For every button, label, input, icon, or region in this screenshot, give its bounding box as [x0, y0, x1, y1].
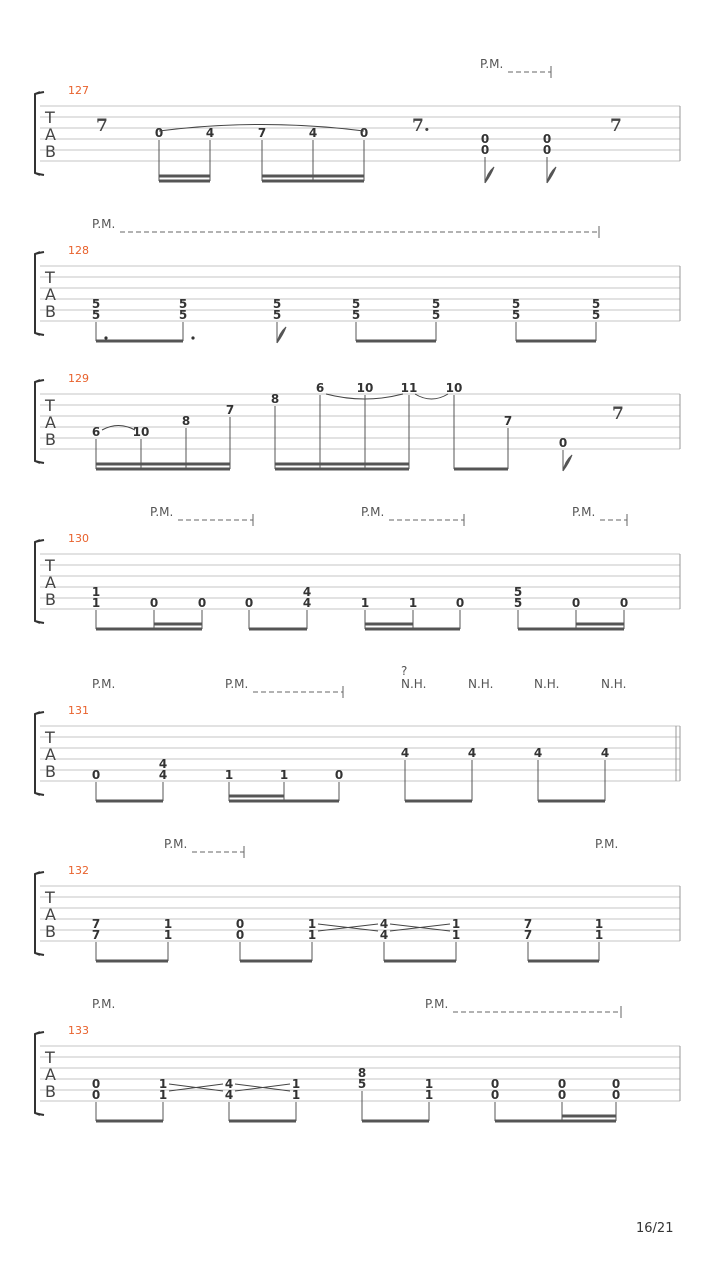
fret-number: 0	[235, 917, 245, 931]
slur	[102, 426, 135, 431]
fret-number: 1	[291, 1077, 301, 1091]
fret-number: 1	[224, 768, 234, 782]
fret-number: 5	[513, 596, 523, 610]
fret-number: 8	[270, 392, 280, 406]
system-bracket	[35, 380, 44, 463]
tab-letter-t: T	[45, 268, 55, 287]
rest-symbol: 7	[96, 116, 108, 136]
system-133	[35, 997, 680, 1121]
fret-number: 4	[533, 746, 543, 760]
tab-letter-b: B	[45, 142, 56, 161]
system-bracket	[35, 712, 44, 795]
fret-number: 1	[91, 585, 101, 599]
fret-number: 5	[272, 297, 282, 311]
fret-number: 7	[523, 917, 533, 931]
fret-number: 4	[158, 768, 168, 782]
rest-symbol: 7.	[412, 116, 430, 136]
palm-mute-label: P.M.	[225, 677, 249, 691]
fret-number: 5	[431, 308, 441, 322]
fret-number: 0	[91, 1088, 101, 1102]
fret-number: 1	[451, 928, 461, 942]
fret-number: 1	[594, 928, 604, 942]
tab-letter-a: A	[45, 125, 56, 144]
fret-number: 5	[357, 1077, 367, 1091]
fret-number: 0	[557, 1088, 567, 1102]
tab-letter-b: B	[45, 762, 56, 781]
fret-number: 5	[91, 308, 101, 322]
fret-number: 7	[257, 126, 267, 140]
system-131	[35, 664, 680, 801]
fret-number: 5	[511, 308, 521, 322]
palm-mute-label: P.M.	[425, 997, 449, 1011]
fret-number: 1	[163, 928, 173, 942]
system-bracket	[35, 540, 44, 623]
tab-letter-t: T	[45, 1048, 55, 1067]
fret-number: 1	[307, 928, 317, 942]
bar-number: 129	[68, 372, 89, 385]
system-132	[35, 837, 680, 961]
palm-mute-label: P.M.	[150, 505, 174, 519]
fret-number: 0	[455, 596, 465, 610]
fret-number: 7	[523, 928, 533, 942]
fret-number: 4	[224, 1077, 234, 1091]
fret-number: 0	[91, 1077, 101, 1091]
fret-number: 5	[351, 308, 361, 322]
fret-number: 0	[611, 1077, 621, 1091]
fret-number: 0	[542, 132, 552, 146]
fret-number: 6	[315, 381, 325, 395]
slur	[415, 394, 448, 399]
fret-number: 7	[91, 917, 101, 931]
fret-number: 0	[359, 126, 369, 140]
fret-number: 0	[490, 1088, 500, 1102]
fret-number: 7	[503, 414, 513, 428]
fret-number: 6	[91, 425, 101, 439]
fret-number: 5	[591, 297, 601, 311]
fret-number: 0	[244, 596, 254, 610]
fret-number: 4	[600, 746, 610, 760]
tab-letter-a: A	[45, 573, 56, 592]
fret-number: 4	[302, 596, 312, 610]
fret-number: 5	[431, 297, 441, 311]
fret-number: 1	[451, 917, 461, 931]
tab-letter-b: B	[45, 430, 56, 449]
tab-letter-a: A	[45, 285, 56, 304]
palm-mute-label: P.M.	[92, 217, 116, 231]
palm-mute-label: P.M.	[92, 677, 116, 691]
fret-number: 0	[91, 768, 101, 782]
fret-number: 5	[513, 585, 523, 599]
bar-number: 128	[68, 244, 89, 257]
fret-number: 0	[619, 596, 629, 610]
fret-number: 5	[178, 308, 188, 322]
fret-number: 5	[591, 308, 601, 322]
fret-number: 0	[542, 143, 552, 157]
fret-number: 4	[400, 746, 410, 760]
tab-letter-b: B	[45, 922, 56, 941]
fret-number: 5	[178, 297, 188, 311]
note-flag	[563, 455, 572, 471]
note-flag	[277, 327, 286, 343]
palm-mute-label: P.M.	[572, 505, 596, 519]
bar-number: 132	[68, 864, 89, 877]
tab-letter-t: T	[45, 556, 55, 575]
rest-symbol: 7	[612, 404, 624, 424]
fret-number: 4	[302, 585, 312, 599]
fret-number: 0	[197, 596, 207, 610]
fret-number: 1	[163, 917, 173, 931]
fret-number: 0	[334, 768, 344, 782]
rest-symbol: 7	[610, 116, 622, 136]
system-bracket	[35, 1032, 44, 1115]
fret-number: 0	[571, 596, 581, 610]
palm-mute-label: P.M.	[164, 837, 188, 851]
fret-number: 0	[154, 126, 164, 140]
fret-number: 10	[356, 381, 374, 395]
fret-number: 11	[400, 381, 418, 395]
fret-number: 10	[445, 381, 463, 395]
fret-number: 0	[480, 143, 490, 157]
rhythm-dot	[104, 336, 107, 339]
harmonic-question-mark: ?	[401, 664, 408, 678]
natural-harmonic-label: N.H.	[601, 677, 627, 691]
tab-letter-t: T	[45, 108, 55, 127]
tab-letter-a: A	[45, 905, 56, 924]
fret-number: 0	[235, 928, 245, 942]
note-flag	[485, 167, 494, 183]
system-128	[35, 217, 680, 343]
system-bracket	[35, 92, 44, 175]
fret-number: 1	[360, 596, 370, 610]
system-129	[35, 372, 680, 471]
fret-number: 1	[279, 768, 289, 782]
fret-number: 1	[408, 596, 418, 610]
tab-letter-t: T	[45, 728, 55, 747]
bar-number: 131	[68, 704, 89, 717]
system-bracket	[35, 252, 44, 335]
palm-mute-label: P.M.	[361, 505, 385, 519]
fret-number: 1	[291, 1088, 301, 1102]
fret-number: 5	[272, 308, 282, 322]
palm-mute-label: P.M.	[595, 837, 619, 851]
rhythm-dot	[191, 336, 194, 339]
tab-letter-a: A	[45, 413, 56, 432]
tab-letter-b: B	[45, 302, 56, 321]
natural-harmonic-label: N.H.	[534, 677, 560, 691]
fret-number: 5	[511, 297, 521, 311]
tab-letter-t: T	[45, 888, 55, 907]
fret-number: 5	[351, 297, 361, 311]
fret-number: 0	[557, 1077, 567, 1091]
system-130	[35, 505, 680, 629]
fret-number: 4	[467, 746, 477, 760]
natural-harmonic-label: N.H.	[468, 677, 494, 691]
fret-number: 8	[357, 1066, 367, 1080]
bar-number: 127	[68, 84, 89, 97]
system-127	[35, 57, 680, 183]
page-number: 16/21	[636, 1221, 674, 1236]
fret-number: 8	[181, 414, 191, 428]
tab-letter-t: T	[45, 396, 55, 415]
fret-number: 7	[91, 928, 101, 942]
fret-number: 4	[379, 917, 389, 931]
palm-mute-label: P.M.	[480, 57, 504, 71]
bar-number: 133	[68, 1024, 89, 1037]
fret-number: 5	[91, 297, 101, 311]
fret-number: 1	[424, 1088, 434, 1102]
tab-letter-b: B	[45, 590, 56, 609]
fret-number: 1	[307, 917, 317, 931]
fret-number: 4	[224, 1088, 234, 1102]
fret-number: 1	[158, 1077, 168, 1091]
fret-number: 4	[308, 126, 318, 140]
note-flag	[547, 167, 556, 183]
fret-number: 1	[424, 1077, 434, 1091]
fret-number: 4	[205, 126, 215, 140]
fret-number: 0	[611, 1088, 621, 1102]
fret-number: 1	[91, 596, 101, 610]
fret-number: 1	[594, 917, 604, 931]
fret-number: 0	[558, 436, 568, 450]
fret-number: 10	[132, 425, 150, 439]
fret-number: 0	[490, 1077, 500, 1091]
bar-number: 130	[68, 532, 89, 545]
fret-number: 0	[149, 596, 159, 610]
tab-letter-a: A	[45, 745, 56, 764]
fret-number: 0	[480, 132, 490, 146]
fret-number: 7	[225, 403, 235, 417]
tab-letter-b: B	[45, 1082, 56, 1101]
tab-letter-a: A	[45, 1065, 56, 1084]
fret-number: 4	[158, 757, 168, 771]
palm-mute-label: P.M.	[92, 997, 116, 1011]
system-bracket	[35, 872, 44, 955]
fret-number: 4	[379, 928, 389, 942]
fret-number: 1	[158, 1088, 168, 1102]
natural-harmonic-label: N.H.	[401, 677, 427, 691]
